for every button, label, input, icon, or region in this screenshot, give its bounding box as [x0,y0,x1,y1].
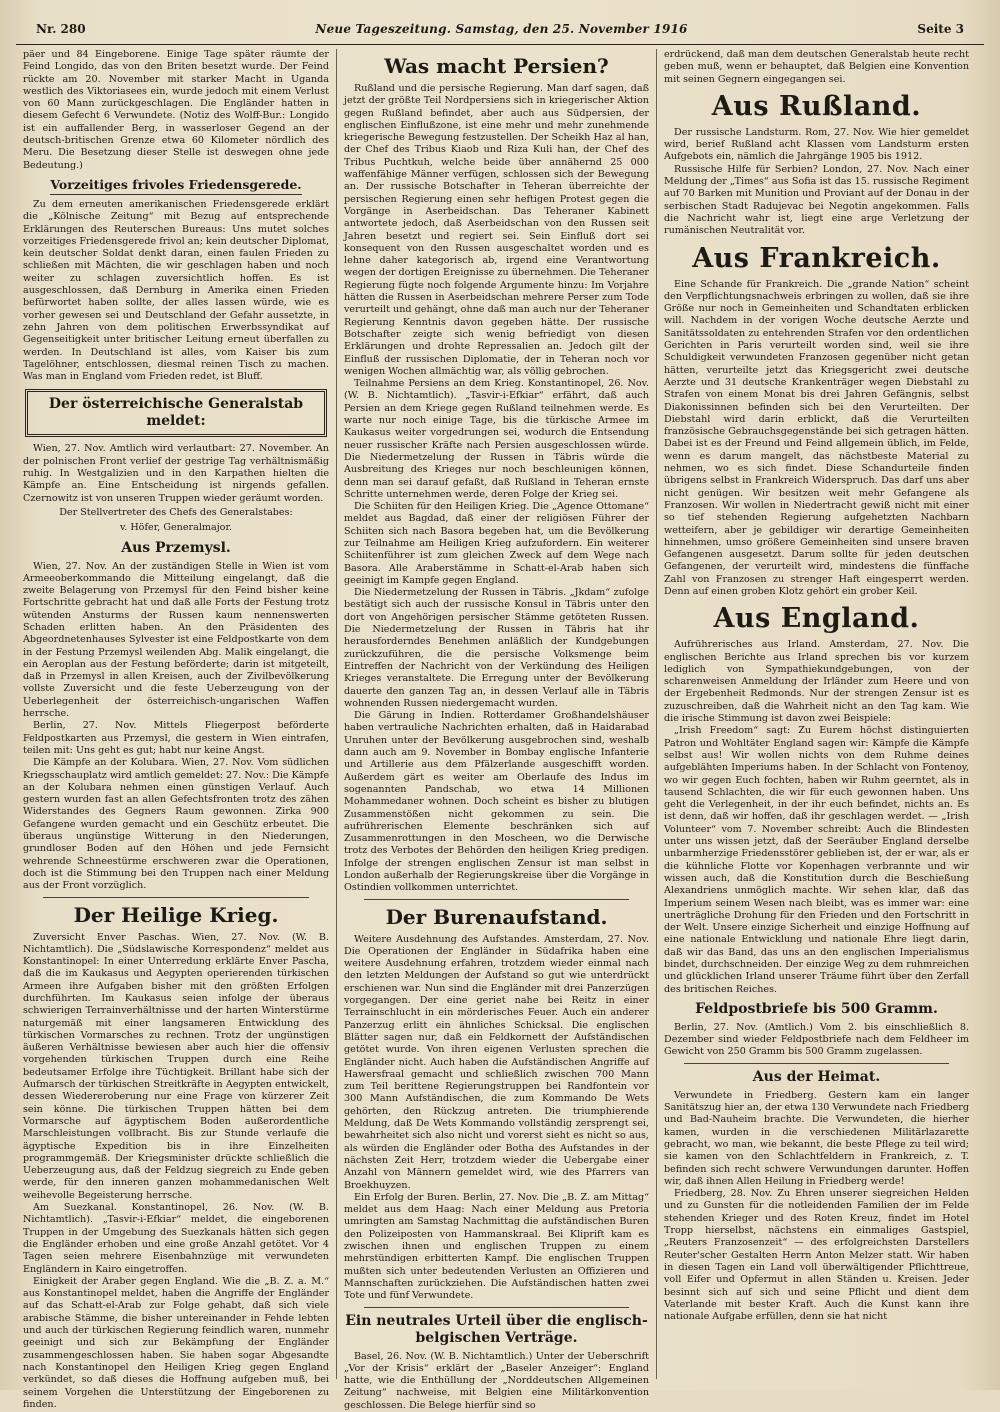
divider [364,899,629,900]
headline-burenaufstand: Der Burenaufstand. [385,904,608,929]
article-text: Berlin, 27. Nov. (Amtlich.) Vom 2. bis einschließlich 8. Dezember sind wieder Feldpostbriefe nach dem Feldheer im Gewicht von 250 Gramm bis 500 Gramm zugelassen. [664,1021,969,1058]
signature-line: Der Stellvertreter des Chefs des Generalstabes: [59,506,293,518]
article-text: Zuversicht Enver Paschas. Wien, 27. Nov. (W. B. Nichtamtlich). Die „Südslawische Korrespondenz“ meldet aus Konstantinopel: In einer Unterredung erklärte Enver Pascha, daß die im Kaukasus und Aegypten operierenden türkischen Armeen ihre Aufgaben bisher mit den größten Erfolgen durchführten. Im Kaukasus seien infolge der überaus schwierigen Terrainverhältnisse und der harten Winterstürme naturgemäß mit einer langsameren Entwicklung des türkischen Vormarsches zu rechnen. Trotz der ungünstigen äußeren Verhältnisse bewiesen aber auch hier die offensiv vorgehenden türkischen Truppen durch eine Reihe bedeutsamer Erfolge ihre Tüchtigkeit. Brillant habe sich der Aufmarsch der türkischen Streitkräfte in Aegypten entwickelt, dessen Wiedereroberung nur eine Frage von kürzerer Zeit sein könne. Die türkischen Truppen hätten bei dem Vormarsche auf ägyptischem Boden außerordentliche Marschleistungen vollbracht. Bis zur Stunde verlaufe die ägyptische Expedition bis in ihre Einzelheiten programmgemäß. Der Kriegsminister drückte schließlich die Ueberzeugung aus, daß der Feldzug siegreich zu Ende geben werde, für den inneren ganzen mohammedanischen Welt weihevolle Begeisterung herrsche. [23,931,329,1201]
article-text: Einigkeit der Araber gegen England. Wie die „B. Z. a. M.“ aus Konstantinopel meldet, haben die Angriffe der Engländer auf das Schatt-el-Arab zur Folge gehabt, daß sich viele arabische Stämme, die bisher untereinander in Fehde lebten und auch der türkischen Regierung feindlich waren, nunmehr geeinigt und sich zur Bekämpfung der Engländer zusammengeschlossen haben. Sie haben sogar Abgesandte nach Konstantinopel den Heiligen Krieg gegen England verkündet, so daß dieses die Hoffnung aufgeben muß, bei seinem Vorgehen die Unterstützung der Eingeborenen zu finden. [23,1275,329,1410]
headline-przemysl: Aus Przemysl. [121,539,231,556]
article-text: „Irish Freedom“ sagt: Zu Eurem höchst distinguierten Patron und Wohltäter England sagen wir: Kämpfe die Kämpfe selbst aus! Wir wollen nichts von dem Ruhme deines aufgeblähten Imperiums haben. In der Schlacht von Fontenoy, wo wir gegen Euch fochten, haben wir Ruhm geerntet, als in tausend Schlachten, die wir für euch gewonnen haben. Uns geht die Verlegenheit, in der ihr euch befindet, nichts an. Es ist denn, daß wir hoffen, daß ihr geschlagen werdet. — „Irish Volunteer“ vom 7. November schreibt: Auch die Blindesten unter uns wissen jetzt, daß der Seeräuber England derselbe unbarmherzige Friedensstörer geblieben ist, der er war, als er die kühnliche Flotte vor Kopenhagen verbrannte und wir wissen auch, daß die Konstitution durch die Beschießung Alexandriens unmöglich machte. Wir sehen klar, daß das Imperium seinem Wesen nach bleibt, was es immer war: eine unerträgliche Drohung für den Frieden und den Fortschritt in der Welt. Unsere einzige Sicherheit und einzige Hoffnung auf eine nationale Entwicklung und nationale Ehre liegt darin, daß wir das Band, das uns an den englischen Imperialismus bindet, durchschneiden. Der einzige Weg zu dem ruhmreichen und glücklichen Irland unserer Träume führt über den Zerfall des britischen Reiches. [664,725,970,995]
headline-heiliger-krieg: Der Heilige Krieg. [73,902,279,927]
masthead: Neue Tageszeitung. Samstag, den 25. November 1916 [315,22,688,36]
headline-neutrales-urteil: Ein neutrales Urteil über die englisch-belgischen Verträge. [345,1312,648,1346]
article-text: Teilnahme Persiens an dem Krieg. Konstantinopel, 26. Nov. (W. B. Nichtamtlich). „Tasvir-i-Efkiar“ erfährt, daß auch Persien an dem Kriege gegen Rußland teilnehmen werde. Es warte nur noch einige Tage, bis die türkische Armee im Kaukasus weiter vorgedrungen sei, wodurch die Entsendung neuer russischer Kräfte nach Persien ausgeschlossen würde. Die Niedermetzelung der Russen in Täbris würde die Ausbreitung des Krieges nur noch beschleunigen können, denn man sei darauf gefaßt, daß Rußland in Teheran ernste Schritte unternehmen werde, deren Folge der Krieg sei. [344,378,649,500]
article-text: Basel, 26. Nov. (W. B. Nichtamtlich.) Unter der Ueberschrift „Vor der Krisis“ erklärt der „Baseler Anzeiger“: England hatte, wie die Enthüllung der „Norddeutschen Allgemeinen Zeitung“ nachweise, mit Belgien eine Militärkonvention geschlossen. Die Belege hierfür sind so [344,1350,649,1411]
article-text: Die Gärung in Indien. Rotterdamer Großhandelshäuser haben vertrauliche Nachrichten erhalten, daß in Haidarabad Unruhen unter der Bevölkerung ausgebrochen sind, weshalb dann auch am 9. November in Bombay englische Infanterie und Artillerie aus dem Pfälzerlande ausgeschifft worden. Außerdem gärt es weiter am Oberlaufe des Indus im sogenannten Pandschab, wo etwa 14 Millionen Mohammedaner wohnen. Doch scheint es bisher zu blutigen Zusammenstößen nicht gekommen zu sein. Die aufrührerischen Elemente beschränken sich auf Zusammenrottungen in den Moscheen, wo die Derwische trotz des Verbotes der Behörden den heiligen Krieg predigen. Infolge der strengen englischen Zensur ist man selbst in London außerhalb der Regierungskreise über die Vorgänge in Ostindien vollkommen unterrichtet. [344,710,649,894]
headline-england: Aus England. [713,603,920,635]
article-text: Berlin, 27. Nov. Mittels Fliegerpost beförderte Feldpostkarten aus Przemysl, die gestern in Wien eintrafen, teilen mit: Uns geht es gut; habt nur keine Angst. [23,720,329,756]
article-text: Wien, 27. Nov. Amtlich wird verlautbart: 27. November. An der polnischen Front verlief der gestrige Tag verhältnismäßig ruhig. In Westgalizien und in den Karpathen hielten die Kämpfe an. Eine Entscheidung ist nirgends gefallen. Czernowitz ist von unseren Truppen wieder geräumt worden. [23,443,329,504]
headline-persien: Was macht Persien? [384,54,609,78]
columns [16,49,984,1411]
article-text: Ein Erfolg der Buren. Berlin, 27. Nov. Die „B. Z. am Mittag“ meldet aus dem Haag: Nach einer Meldung aus Pretoria umringten am Samstag Nachmittag die aufständischen Buren den Polizeiposten von Hammanskraal. Bei Kliprift kam es zwischen ihnen und englischen Truppen zu einem mehrstündigen erbitterten Kampf. Die englischen Truppen mußten sich unter bedeutenden Verlusten an Offizieren und Mannschaften zurückziehen. Die Aufständischen hatten zwei Tote und fünf Verwundete. [344,1191,649,1302]
article-text: Die Niedermetzelung der Russen in Täbris. „Jkdam“ zufolge bestätigt sich auch der russische Konsul in Täbris unter den dort von Angehörigen persischer Stämme getöteten Russen. Die Niedermetzelung der Russen in Täbris hat ihr herausforderndes Benehmen anläßlich der Kundgebungen zurückzuführen, die die persische Volksmenge beim Eintreffen der Nachricht von der Verkündung des Heiligen Krieges veranstaltete. Die Erregung unter der Bevölkerung dauerte den ganzen Tag an, in dessen Verlauf alle in Täbris wohnenden Russen niedergemacht wurden. [344,587,649,709]
issue-number: Nr. 280 [36,22,86,36]
headline-frankreich: Aus Frankreich. [692,242,941,274]
divider [43,897,309,898]
column-3 [656,49,976,1379]
article-text: Aufrührerisches aus Irland. Amsterdam, 27. Nov. Die englischen Berichte aus Irland sprechen bis vor kurzem lediglich von Sympathiekundgebungen, von der scharenweisen Anmeldung der Irländer zum Heere und von der Ergebenheit Redmonds. Nur der strengen Zensur ist es zuzuschreiben, daß die Wahrheit nicht an den Tag kam. Wie die irische Stimmung ist davon zwei Beispiele: [664,639,969,725]
article-text: erdrückend, daß man dem deutschen Generalstab heute recht geben muß, wenn er behauptet, daß Belgien eine Konvention mit seinen Gegnern eingegangen sei. [664,49,969,85]
signature-name: v. Höfer, Generalmajor. [119,522,233,534]
article-text: Weitere Ausdehnung des Aufstandes. Amsterdam, 27. Nov. Die Operationen der Engländer in Südafrika haben eine weitere Ausdehnung erfahren, trotzdem wieder einmal nach den letzten Meldungen der Aufstand so gut wie unterdrückt erschienen war. Nun sind die Engländer mit drei Panzerzügen vorgegangen. Der eine geriet nahe bei Reitz in einer Terrainschlucht in ein mörderisches Feuer. Auch ein anderer Panzerzug erlitt ein ähnliches Schicksal. Die englischen Blätter sagen nur, daß ein Feldkornett der Aufständischen getötet wurde. Von ihren eigenen Verlusten sprechen die Engländer nicht. Auch haben die Aufständischen Angriffe auf Hawersfraal gemacht und schließlich zwischen 700 Mann zum Teil berittene Regierungstruppen bei Randfontein vor 300 Mann Aufständischen, die zum Kommando De Wets gehörten, den Rückzug antreten. Die triumphierende Meldung, daß De Wets Kommando vollständig zersprengt sei, bewahrheitet sich also nicht und vorerst sieht es nicht so aus, als würden die Engländer oder Botha des Aufstandes in der nächsten Zeit Herr, trotzdem wieder die Uebergabe einer Anzahl von Männern gemeldet wird, wie des Pfarrers van Broekhuyzen. [344,933,649,1191]
article-text: Die Kämpfe an der Kolubara. Wien, 27. Nov. Vom südlichen Kriegsschauplatz wird amtlich gemeldet: 27. Nov.: Die Kämpfe an der Kolubara nehmen einen günstigen Verlauf. Auch gestern wurden fast an allen Gefechtsfronten trotz des zähen Widerstandes des Gegners Raum gewonnen. Zirka 900 Gefangene wurden gemacht und ein Geschütz erbeutet. Die überaus ungünstige Witterung in den Niederungen, grundloser Boden auf den Höhen und jede Fernsicht wehrende Schneestürme erschweren zwar die Operationen, doch ist die Stimmung bei den Truppen nach einer Meldung aus der Front vorzüglich. [23,757,329,892]
article-text: Friedberg, 28. Nov. Zu Ehren unserer siegreichen Helden und zu Gunsten für die notleidenden Familien der im Felde stehenden Krieger und des Roten Kreuz, findet im Hotel Tropp hierselbst, nächstens ein einmaliges Gastspiel, „Reuters Franzosenzeit“ — des erfolgreichsten Darstellers Reuter'scher Gestalten Herrn Anton Melzer statt. Wir haben in diesen Tagen ein Land voll überwältigender Pflichttreue, voll Eifer und Opfermut in allen Ständen u. Kreisen. Jeder besinnt sich auf sich und seine Pflicht und dient dem Vaterlande mit bester Kraft. Auch die Kunst kann ihre nationale Aufgabe erfüllen, denn sie hat nicht [664,1188,969,1323]
article-text: Wien, 27. Nov. An der zuständigen Stelle in Wien ist vom Armeeoberkommando die Mitteilung eingelangt, daß die zweite Belagerung von Przemysl für den Feind bisher keine Fortschritte gebracht hat und daß alle Forts der Festung trotz wütenden Ansturms der Russen kaum nennenswerten Schaden erlitten haben. An den Präsidenten des Abgeordnetenhauses Sylvester ist eine Feldpostkarte von dem in der Festung Przemysl weilenden Abg. Malik eingelangt, die ein Aeroplan aus der Festung beförderte; darin ist mitgeteilt, daß in Przemysl in allen Kreisen, auch der Zivilbevölkerung vollste Zuversicht und die feste Ueberzeugung von der Ueberlegenheit der österreichisch-ungarischen Waffen herrsche. [23,560,329,720]
article-text: Am Suezkanal. Konstantinopel, 26. Nov. (W. B. Nichtamtlich). „Tasvir-i-Efkiar“ meldet, die eingeborenen Truppen in der Umgebung des Suezkanals hätten sich gegen die Engländer erhoben und eine große Anzahl getötet. Vor 4 Tagen seien mehrere Eisenbahnzüge mit verwundeten Engländern in Kairo eingetroffen. [23,1202,329,1275]
column-2 [336,49,656,1411]
page-header [16,22,984,45]
article-text: Die Schiiten für den Heiligen Krieg. Die „Agence Ottomane“ meldet aus Bagdad, daß einer der religiösen Führer der Schiiten sich nach Basora begeben hat, um die Bevölkerung zur Teilnahme am Heiligen Krieg aufzufordern. Ein weiterer Schiitenführer ist zum gleichen Zweck auf dem Wege nach Basora. Alle Araberstämme in Schatt-el-Arab haben sich geeinigt im Kampfe gegen England. [344,501,649,586]
article-text: Eine Schande für Frankreich. Die „grande Nation“ scheint den Verpflichtungsnachweis erbringen zu wollen, daß sie ihre Größe nur noch in Gemeinheiten und Schandtaten erblicken will. Nachdem in der vorigen Woche deutsche Aerzte und Sanitätssoldaten zu entehrenden Strafen vor den ordentlichen Gerichten in Paris verurteilt worden sind, weil sie ihre Schuldigkeit verwundeten Franzosen gegenüber nicht getan hätten, verurteilte jetzt das Kriegsgericht zwei deutsche Aerzte und 31 deutsche Krankenträger wegen Diebstahl zu Strafen von einem Monat bis drei Jahren Gefängnis, selbst Diakonissinnen befinden sich bei den Verurteilten. Der Diebstahl wird darin erblickt, daß die Verurteilten französische Gebrauchsgegenstände bei sich getragen hätten. Dabei ist es der Freund und Feind allgemein üblich, im Felde, wenn es darum mangelt, das nächstbeste Material zu nehmen, wo es sich findet. Diese Schandurteile finden übrigens selbst in Frankreich Widerspruch. Das darf uns aber nicht genügen. Wir besitzen weit mehr Gefangene als Franzosen. Wir wollen in Niedertracht gewiß nicht mit einer so tief stehenden Regierung aufgehetzten Nachbarn wetteifern, aber je gebildiger wir derartige Gemeinheiten hinnehmen, umso größere Gemeinheiten sind unsere braven Gefangenen ausgesetzt. Darum sollte für jeden deutschen Gefangenen, der verurteilt wird, mindestens die fünffache Zahl von Franzosen zu strenger Haft eingesperrt werden. Denn auf einen groben Klotz gehört ein grober Keil. [664,278,969,597]
boxed-headline [25,389,327,437]
article-text: Verwundete in Friedberg. Gestern kam ein langer Sanitätszug hier an, der etwa 130 Verwundete nach Friedberg und Bad-Nauheim brachte. Die Verwundeten, die hierher kamen, wurden in die verschiedenen Militärlazarette gebracht, wo man, wie bekannt, die beste Pflege zu teil wird; sie kamen von den Schlachtfeldern in Frankreich, z. T. befinden sich recht schwere Verwundungen darunter. Hoffen wir, daß ihnen Allen Heilung in Friedberg werde! [664,1089,969,1187]
divider [684,1063,949,1064]
article-text: Zu dem erneuten amerikanischen Friedensgerede erklärt die „Kölnische Zeitung“ mit Bezug auf entsprechende Erklärungen des Reuterschen Bureaus: Uns mutet solches vorzeitiges Friedensgerede frivol an; kein deutscher Diplomat, kein deutscher Soldat denkt daran, einen faulen Frieden zu schließen mit Mächten, die wir geschlagen haben und noch weiter zu schlagen zuversichtlich hoffen. Es ist ausgeschlossen, daß Dernburg in Amerika einen Frieden befürwortet haben sollte, der alles lassen würde, wie es vorher gewesen sei und Deutschland der Gefahr aussetzte, in zehn Jahren von dem politischen Erwerbssyndikat auf Gegenseitigkeit unter britischer Leitung erneut überfallen zu werden. In Deutschland ist alles, vom Kaiser bis zum Tagelöhner, entschlossen, diesmal reinen Tisch zu machen. Was man in England vom Frieden redet, ist Bluff. [23,198,329,383]
headline-heimat: Aus der Heimat. [752,1068,881,1085]
article-text: Der russische Landsturm. Rom, 27. Nov. Wie hier gemeldet wird, berief Rußland acht Klassen vom Landsturm ersten Aufgebots ein, nämlich die Jahrgänge 1905 bis 1912. [664,126,969,163]
article-text: Russische Hilfe für Serbien? London, 27. Nov. Nach einer Meldung der „Times“ aus Sofia ist das 15. russische Regiment auf 70 Barken mit Munition und Proviant auf der Donau in der serbischen Stadt Radujevac bei Negotin angekommen. Falls die Nachricht wahr ist, liegt eine arge Verletzung der rumänischen Neutralität vor. [664,163,969,237]
headline-russland: Aus Rußland. [711,90,922,122]
headline-friedensgerede: Vorzeitiges frivoles Friedensgerede. [23,177,329,195]
divider [364,1307,629,1308]
page-number: Seite 3 [917,22,964,36]
column-1 [16,49,336,1410]
article-text: päer und 84 Eingeborene. Einige Tage später räumte der Feind Longido, das von den Briten besetzt wurde. Der Feind rückte am 20. November mit starker Macht in Uganda westlich des Viktoriasees ein, wurde jedoch mit einem Verlust von 60 Mann zurückgeschlagen. Die Engländer hatten in diesem Gefecht 6 Verwundete. (Notiz des Wolff-Bur.: Longido ist ein auffallender Berg, in wasserloser Gegend an der deutsch-britischen Grenze etwa 60 Kilometer nördlich des Meru. Die Besetzung dieser Stelle ist deswegen ohne jede Bedeutung.) [23,49,329,171]
box-title: Der österreichische Generalstab meldet: [48,396,304,430]
article-text: Rußland und die persische Regierung. Man darf sagen, daß jetzt der größte Teil Nordpersiens sich in kriegerischer Aktion gegen Rußland befindet, aber auch aus Südpersien, der englischen Einflußzone, ist eine mehr und mehr zunehmende kriegerische Bewegung festzustellen. Der Scheikh Haz al han, der Chef des Tribus Kiaob und Riza Kuli han, der Chef des Tribus Puchtkuh, welche beide über annähernd 25 000 waffenfähige Männer verfügen, schlossen sich der Bewegung an. Der russische Botschafter in Teheran überreichte der persischen Regierung einen sehr heftigen Protest gegen die Vorgänge in Aserbeidschan. Das Teheraner Kabinett antwortete jedoch, daß Aserbeidschan von den Russen seit Jahren besetzt und regiert sei. Sein Einfluß dort sei konsequent von den Russen ausgeschaltet worden und es lehne daher kategorisch ab, irgend eine Verantwortung wegen der dortigen Ereignisse zu übernehmen. Die Teheraner Regierung fügte noch folgende Argumente hinzu: Im Vorjahre hätten die Russen in Aserbeidschan mehrere Perser zum Tode verurteilt und gehängt, ohne daß man auch nur der Teheraner Regierung Kenntnis davon gegeben hätte. Der russische Botschafter zeigte sich wenig befriedigt von diesen Erklärungen und drohte Repressalien an. Jedoch gilt der Einfluß der russischen Diplomatie, der in Teheran noch vor wenigen Wochen allmächtig war, als völlig gebrochen. [344,83,649,377]
headline-feldpostbriefe: Feldpostbriefe bis 500 Gramm. [695,1000,938,1017]
